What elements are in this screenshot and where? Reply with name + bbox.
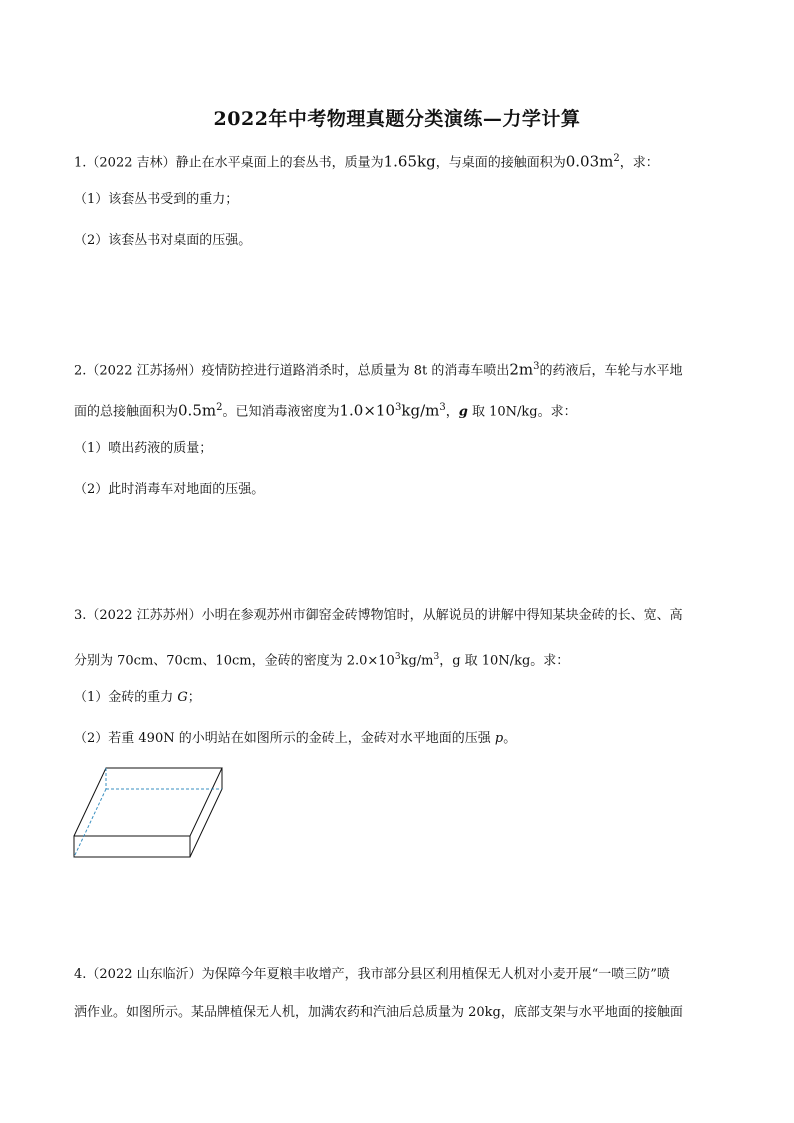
q2-volume-exponent: 3 (533, 361, 540, 372)
brick-top-face (74, 768, 222, 836)
q2-density-unit-exponent: 3 (439, 402, 446, 413)
q2-text-e: ， (445, 404, 459, 420)
q2-density-unit: kg/m (401, 401, 440, 420)
q2-line1 (74, 358, 724, 380)
q2-text-c: 面的总接触面积为 (74, 404, 179, 420)
q2-text-a: 2.（2022 江苏扬州）疫情防控进行道路消杀时，总质量为 8t 的消毒车喷出 (74, 363, 510, 379)
q2-text-f: 取 10N/kg。求： (467, 404, 577, 420)
q1-text-b: ，与桌面的接触面积为 (435, 155, 566, 171)
q1-area-exponent: 2 (613, 153, 620, 164)
q2-density-exponent: 3 (395, 402, 402, 413)
q4-line1: 4.（2022 山东临沂）为保障今年夏粮丰收增产，我市部分县区利用植保无人机对小麦开展“一喷三防”喷 (74, 967, 670, 982)
q3-sub1-text-a: （1）金砖的重力 (74, 690, 178, 705)
gold-brick-figure (72, 766, 228, 862)
q2-volume: 2m (509, 360, 534, 379)
q3-sub2 (74, 730, 724, 748)
q2-sub2: （2）此时消毒车对地面的压强。 (74, 482, 265, 497)
brick-side-face (190, 768, 222, 857)
q1-text-a: 1.（2022 吉林）静止在水平桌面上的套丛书，质量为 (74, 155, 384, 171)
page-title: 2022年中考物理真题分类演练—力学计算 (213, 108, 581, 130)
q2-line2 (74, 399, 724, 421)
brick-hidden-edges (74, 768, 222, 857)
q1-text-c: ，求： (619, 155, 659, 171)
q1-sub2: （2）该套丛书对桌面的压强。 (74, 233, 252, 248)
q3-line1: 3.（2022 江苏苏州）小明在参观苏州市御窑金砖博物馆时，从解说员的讲解中得知某块金砖的长、宽、高 (74, 608, 683, 623)
q2-area-exponent: 2 (216, 402, 223, 413)
q1-line1 (74, 150, 724, 172)
q3-sub2-text-b: 。 (503, 731, 517, 746)
q2-density: 1.0×10 (339, 401, 396, 420)
q3-density-exponent: 3 (394, 652, 401, 662)
q2-g-symbol: g (458, 404, 468, 420)
q3-density-unit: kg/m (400, 653, 434, 669)
q3-text-b: ，g 取 10N/kg。求： (439, 653, 570, 669)
q2-sub1: （1）喷出药液的质量； (74, 441, 213, 456)
q3-density-unit-exponent: 3 (433, 652, 440, 662)
q1-area: 0.03m (565, 152, 614, 171)
q3-sub1 (74, 689, 724, 707)
q1-mass: 1.65kg (383, 152, 436, 171)
q1-sub1: （1）该套丛书受到的重力； (74, 192, 239, 207)
q3-sub2-text-a: （2）若重 490N 的小明站在如图所示的金砖上，金砖对水平地面的压强 (74, 731, 495, 746)
q2-text-d: 。已知消毒液密度为 (222, 404, 340, 420)
q2-area: 0.5m (178, 401, 217, 420)
q3-pressure-symbol: p (494, 731, 504, 746)
q3-line2 (74, 648, 724, 670)
q4-line2: 洒作业。如图所示。某品牌植保无人机，加满农药和汽油后总质量为 20kg，底部支架与水平地面的接触面 (74, 1005, 683, 1020)
q3-gravity-symbol: G (177, 690, 188, 705)
q3-sub1-text-b: ； (187, 690, 201, 705)
q3-text-a: 分别为 70cm、70cm、10cm，金砖的密度为 2.0×10 (74, 653, 395, 669)
brick-front-face (74, 836, 190, 857)
q2-text-b: 的药液后，车轮与水平地 (539, 363, 683, 379)
